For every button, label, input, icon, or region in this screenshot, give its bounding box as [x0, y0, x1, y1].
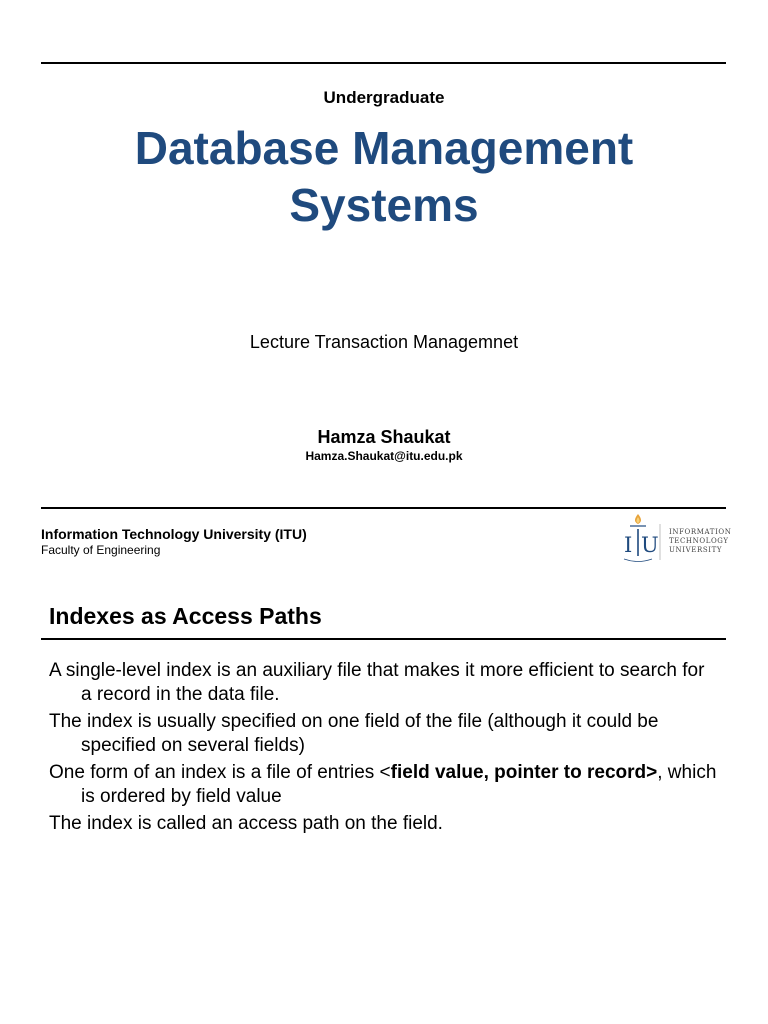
logo-text-line: TECHNOLOGY — [669, 537, 729, 545]
course-level: Undergraduate — [323, 88, 445, 107]
author-name: Hamza Shaukat — [317, 427, 451, 447]
course-title-line-2: Systems — [289, 179, 479, 231]
slide-heading: Indexes as Access Paths — [49, 603, 322, 629]
top-rule — [41, 62, 726, 64]
university-name: Information Technology University (ITU) — [41, 526, 307, 542]
svg-text:U: U — [641, 533, 659, 557]
bullet-item: The index is called an access path on the field. — [49, 813, 443, 834]
course-title-line-1: Database Management — [134, 122, 634, 174]
faculty-name: Faculty of Engineering — [41, 543, 161, 557]
bold-term: field value, pointer to record> — [390, 762, 658, 783]
logo-text-line: UNIVERSITY — [669, 546, 723, 554]
lecture-title: Lecture Transaction Managemnet — [249, 332, 519, 352]
bullet-item: A single-level index is an auxiliary file that makes it more efficient to search for a record in the data file. — [49, 660, 705, 705]
logo-wordmark — [669, 528, 732, 555]
itu-logo — [620, 512, 730, 566]
author-email: Hamza.Shaukat@itu.edu.pk — [305, 449, 463, 463]
heading-rule — [41, 638, 726, 640]
bullet-list — [49, 659, 719, 839]
bullet-item: One form of an index is a file of entries <field value, pointer to record>, which is ordered by field value — [49, 762, 717, 807]
course-title — [0, 120, 768, 234]
logo-text-line: INFORMATION — [669, 528, 732, 536]
itu-torch-icon — [620, 512, 666, 566]
bullet-item: The index is usually specified on one field of the file (although it could be specified on several fields) — [49, 711, 659, 756]
logo-letters: I — [624, 533, 633, 557]
divider-rule — [41, 507, 726, 509]
